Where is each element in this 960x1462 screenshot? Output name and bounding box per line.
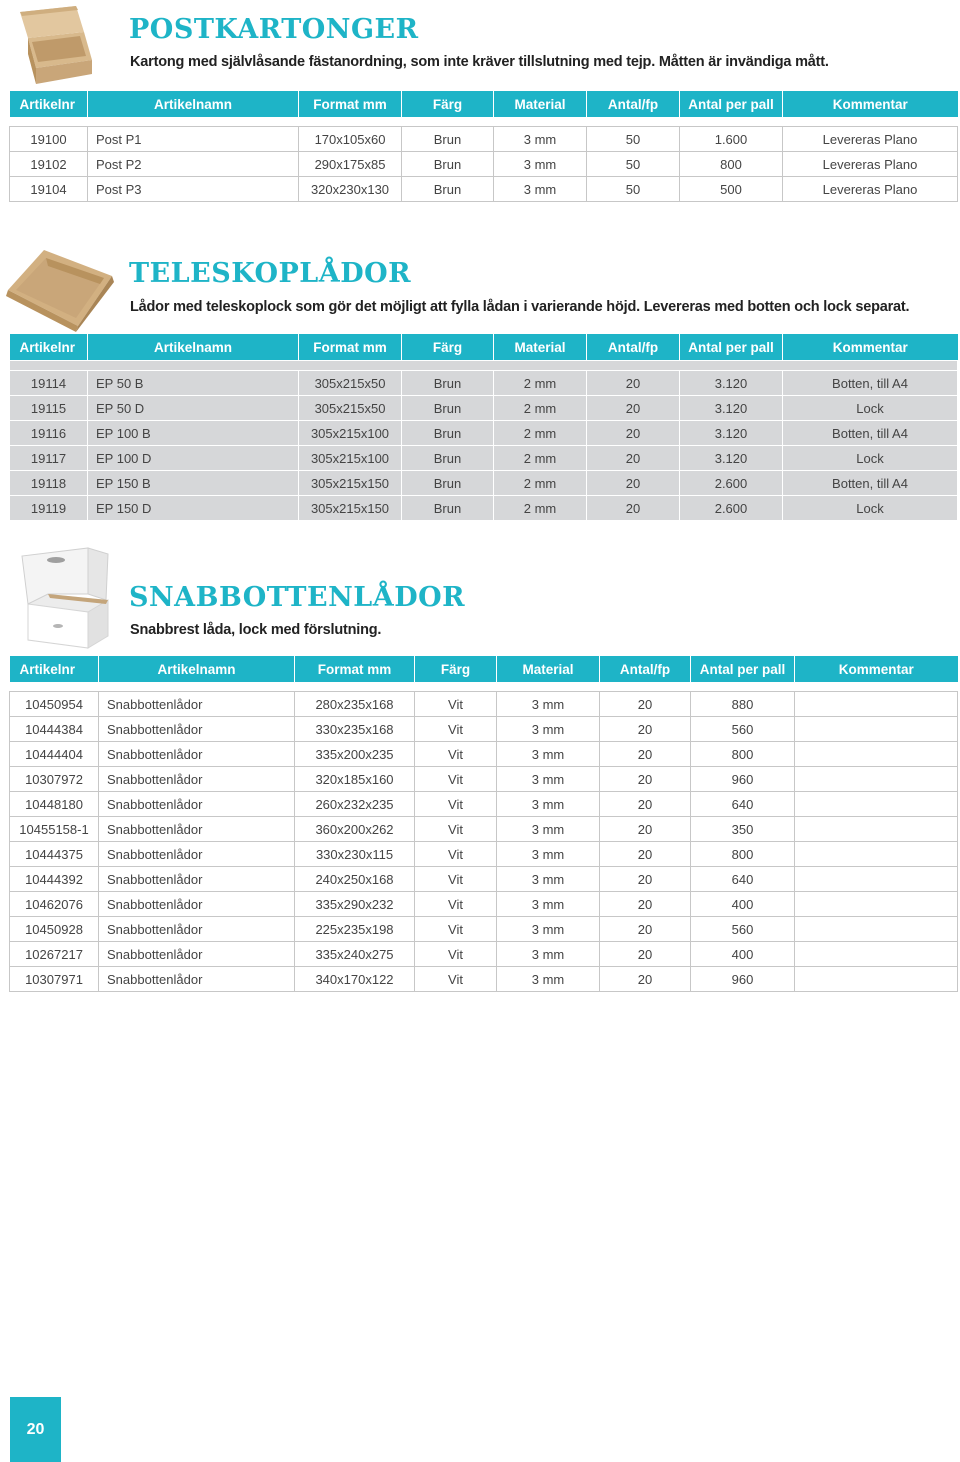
cell-antal-fp: 20 [587, 421, 680, 446]
cell-antal-fp: 20 [600, 742, 691, 767]
col-header-material: Material [494, 91, 587, 117]
cell-antal-per-pall: 400 [691, 942, 795, 967]
cell-antal-per-pall: 960 [691, 967, 795, 992]
table-row [10, 792, 958, 817]
cell-artikelnr: 19116 [10, 421, 88, 446]
table-row [10, 867, 958, 892]
cell-material: 3 mm [497, 967, 600, 992]
section-subtitle: Lådor med teleskoplock som gör det möjligt att fylla lådan i varierande höjd. Levereras med botten och lock separat. [130, 299, 910, 315]
cell-material: 3 mm [494, 177, 587, 202]
cell-artikelnamn: EP 150 B [88, 471, 299, 496]
cell-format: 290x175x85 [299, 152, 402, 177]
cell-material: 3 mm [497, 792, 600, 817]
cell-kommentar: Levereras Plano [783, 127, 958, 152]
cell-artikelnr: 10455158-1 [10, 817, 99, 842]
cell-kommentar: Levereras Plano [783, 152, 958, 177]
cell-material: 3 mm [497, 942, 600, 967]
cell-antal-fp: 50 [587, 152, 680, 177]
cell-format: 225x235x198 [295, 917, 415, 942]
cell-kommentar: Levereras Plano [783, 177, 958, 202]
cell-antal-fp: 20 [600, 917, 691, 942]
cell-artikelnamn: Snabbottenlådor [99, 742, 295, 767]
cell-farg: Brun [402, 127, 494, 152]
cell-format: 305x215x150 [299, 471, 402, 496]
cell-material: 2 mm [494, 446, 587, 471]
cell-artikelnamn: EP 50 B [88, 371, 299, 396]
cell-artikelnr: 10307972 [10, 767, 99, 792]
table-row [10, 371, 958, 396]
cell-artikelnr: 10450954 [10, 692, 99, 717]
cell-farg: Brun [402, 496, 494, 521]
cell-kommentar [795, 867, 958, 892]
table-row [10, 842, 958, 867]
cell-farg: Vit [415, 742, 497, 767]
cell-material: 3 mm [497, 767, 600, 792]
cell-antal-per-pall: 3.120 [680, 371, 783, 396]
cell-farg: Vit [415, 717, 497, 742]
cell-antal-per-pall: 880 [691, 692, 795, 717]
telescope-box-image [4, 246, 116, 334]
col-header-material: Material [497, 656, 600, 682]
cell-farg: Brun [402, 152, 494, 177]
cell-material: 3 mm [494, 127, 587, 152]
section-title: POSTKARTONGER [129, 14, 419, 45]
cell-antal-per-pall: 2.600 [680, 471, 783, 496]
col-header-farg: Färg [415, 656, 497, 682]
cell-antal-fp: 20 [600, 692, 691, 717]
white-box-image [18, 544, 114, 652]
cell-artikelnamn: EP 50 D [88, 396, 299, 421]
cell-antal-fp: 20 [587, 471, 680, 496]
cell-antal-fp: 20 [587, 371, 680, 396]
cell-artikelnamn: EP 100 B [88, 421, 299, 446]
col-header-antal-fp: Antal/fp [587, 91, 680, 117]
cell-artikelnr: 10444392 [10, 867, 99, 892]
cell-material: 3 mm [497, 917, 600, 942]
cell-antal-per-pall: 960 [691, 767, 795, 792]
table-row [10, 152, 958, 177]
cell-farg: Vit [415, 892, 497, 917]
cell-antal-fp: 20 [587, 496, 680, 521]
col-header-antal-per-pall: Antal per pall [680, 91, 783, 117]
cell-antal-fp: 20 [600, 767, 691, 792]
product-table [9, 91, 958, 202]
col-header-kommentar: Kommentar [783, 91, 958, 117]
cell-format: 305x215x150 [299, 496, 402, 521]
cell-antal-fp: 20 [600, 842, 691, 867]
cell-farg: Vit [415, 767, 497, 792]
col-header-artikelnr: Artikelnr [10, 334, 88, 361]
cell-format: 330x230x115 [295, 842, 415, 867]
cell-artikelnamn: Snabbottenlådor [99, 842, 295, 867]
cell-format: 260x232x235 [295, 792, 415, 817]
cell-material: 2 mm [494, 471, 587, 496]
cell-antal-fp: 20 [600, 892, 691, 917]
cell-antal-per-pall: 3.120 [680, 421, 783, 446]
product-table [9, 334, 958, 521]
cell-farg: Vit [415, 692, 497, 717]
cell-format: 340x170x122 [295, 967, 415, 992]
col-header-antal-fp: Antal/fp [600, 656, 691, 682]
cell-antal-per-pall: 800 [691, 842, 795, 867]
section-title: SNABBOTTENLÅDOR [129, 582, 466, 613]
table-row [10, 942, 958, 967]
table-row [10, 742, 958, 767]
cell-farg: Brun [402, 471, 494, 496]
cell-artikelnr: 10450928 [10, 917, 99, 942]
cell-kommentar [795, 842, 958, 867]
table-row [10, 717, 958, 742]
cell-artikelnamn: Snabbottenlådor [99, 767, 295, 792]
cell-artikelnamn: Snabbottenlådor [99, 967, 295, 992]
col-header-antal-per-pall: Antal per pall [691, 656, 795, 682]
cell-kommentar [795, 917, 958, 942]
cell-kommentar: Botten, till A4 [783, 421, 958, 446]
cell-format: 330x235x168 [295, 717, 415, 742]
cell-antal-per-pall: 350 [691, 817, 795, 842]
cell-kommentar: Lock [783, 396, 958, 421]
cell-antal-per-pall: 2.600 [680, 496, 783, 521]
cell-artikelnamn: Snabbottenlådor [99, 942, 295, 967]
cell-antal-per-pall: 800 [691, 742, 795, 767]
cell-antal-per-pall: 400 [691, 892, 795, 917]
cell-artikelnamn: Post P3 [88, 177, 299, 202]
cell-farg: Vit [415, 792, 497, 817]
cell-artikelnr: 19114 [10, 371, 88, 396]
cell-material: 3 mm [494, 152, 587, 177]
table-header-row [10, 334, 958, 361]
cell-material: 3 mm [497, 692, 600, 717]
cell-material: 3 mm [497, 842, 600, 867]
cell-kommentar: Botten, till A4 [783, 471, 958, 496]
cell-artikelnamn: EP 150 D [88, 496, 299, 521]
col-header-artikelnr: Artikelnr [10, 91, 88, 117]
cell-format: 360x200x262 [295, 817, 415, 842]
cell-antal-per-pall: 560 [691, 917, 795, 942]
cell-material: 2 mm [494, 371, 587, 396]
cell-kommentar [795, 892, 958, 917]
cell-farg: Brun [402, 371, 494, 396]
table-header-row [10, 656, 958, 682]
cell-artikelnr: 19100 [10, 127, 88, 152]
cell-antal-fp: 20 [600, 792, 691, 817]
cell-farg: Vit [415, 867, 497, 892]
cell-artikelnamn: Post P1 [88, 127, 299, 152]
cell-material: 3 mm [497, 817, 600, 842]
cell-antal-per-pall: 1.600 [680, 127, 783, 152]
table-row [10, 471, 958, 496]
cell-format: 280x235x168 [295, 692, 415, 717]
cell-kommentar [795, 817, 958, 842]
cell-artikelnamn: Snabbottenlådor [99, 817, 295, 842]
cell-format: 320x230x130 [299, 177, 402, 202]
cell-artikelnr: 19117 [10, 446, 88, 471]
table-row [10, 127, 958, 152]
cell-farg: Brun [402, 177, 494, 202]
cell-format: 305x215x100 [299, 421, 402, 446]
cell-artikelnamn: Post P2 [88, 152, 299, 177]
cell-farg: Vit [415, 842, 497, 867]
table-row [10, 692, 958, 717]
cell-antal-per-pall: 3.120 [680, 396, 783, 421]
cell-format: 335x290x232 [295, 892, 415, 917]
cell-artikelnamn: Snabbottenlådor [99, 717, 295, 742]
cell-artikelnamn: Snabbottenlådor [99, 917, 295, 942]
table-row [10, 917, 958, 942]
cell-artikelnr: 10307971 [10, 967, 99, 992]
cell-antal-per-pall: 640 [691, 867, 795, 892]
cell-artikelnamn: Snabbottenlådor [99, 692, 295, 717]
cell-farg: Brun [402, 421, 494, 446]
table-row [10, 446, 958, 471]
col-header-artikelnamn: Artikelnamn [99, 656, 295, 682]
cell-material: 3 mm [497, 717, 600, 742]
section-subtitle: Kartong med självlåsande fästanordning, som inte kräver tillslutning med tejp. Måtten är invändiga mått. [130, 54, 829, 70]
cell-antal-per-pall: 560 [691, 717, 795, 742]
cell-format: 305x215x100 [299, 446, 402, 471]
col-header-antal-fp: Antal/fp [587, 334, 680, 361]
col-header-kommentar: Kommentar [795, 656, 958, 682]
cell-format: 335x200x235 [295, 742, 415, 767]
mailer-box-image [6, 2, 96, 90]
cell-antal-fp: 20 [587, 396, 680, 421]
cell-kommentar: Botten, till A4 [783, 371, 958, 396]
cell-artikelnr: 10448180 [10, 792, 99, 817]
cell-kommentar [795, 767, 958, 792]
cell-antal-fp: 20 [600, 867, 691, 892]
cell-artikelnamn: EP 100 D [88, 446, 299, 471]
cell-artikelnr: 10444375 [10, 842, 99, 867]
product-table [9, 656, 958, 992]
cell-farg: Vit [415, 917, 497, 942]
cell-artikelnamn: Snabbottenlådor [99, 792, 295, 817]
cell-format: 240x250x168 [295, 867, 415, 892]
col-header-format: Format mm [299, 334, 402, 361]
cell-kommentar [795, 942, 958, 967]
cell-format: 305x215x50 [299, 396, 402, 421]
cell-antal-fp: 20 [600, 717, 691, 742]
cell-format: 320x185x160 [295, 767, 415, 792]
section-title: TELESKOPLÅDOR [129, 258, 412, 289]
cell-format: 305x215x50 [299, 371, 402, 396]
cell-farg: Vit [415, 967, 497, 992]
cell-kommentar [795, 742, 958, 767]
cell-material: 3 mm [497, 867, 600, 892]
cell-artikelnr: 10462076 [10, 892, 99, 917]
cell-artikelnr: 19104 [10, 177, 88, 202]
table-row [10, 396, 958, 421]
cell-antal-fp: 50 [587, 177, 680, 202]
col-header-artikelnamn: Artikelnamn [88, 334, 299, 361]
cell-farg: Vit [415, 817, 497, 842]
cell-antal-fp: 20 [600, 817, 691, 842]
table-header-row [10, 91, 958, 117]
col-header-antal-per-pall: Antal per pall [680, 334, 783, 361]
cell-material: 2 mm [494, 421, 587, 446]
cell-artikelnamn: Snabbottenlådor [99, 892, 295, 917]
cell-antal-fp: 20 [587, 446, 680, 471]
col-header-artikelnamn: Artikelnamn [88, 91, 299, 117]
cell-antal-fp: 20 [600, 942, 691, 967]
cell-material: 3 mm [497, 892, 600, 917]
table-row [10, 421, 958, 446]
cell-artikelnr: 19119 [10, 496, 88, 521]
col-header-farg: Färg [402, 334, 494, 361]
cell-farg: Vit [415, 942, 497, 967]
col-header-artikelnr: Artikelnr [10, 656, 99, 682]
cell-kommentar [795, 792, 958, 817]
cell-artikelnr: 19118 [10, 471, 88, 496]
table-row [10, 177, 958, 202]
cell-kommentar [795, 967, 958, 992]
cell-farg: Brun [402, 446, 494, 471]
cell-artikelnr: 19102 [10, 152, 88, 177]
cell-material: 2 mm [494, 496, 587, 521]
cell-antal-fp: 20 [600, 967, 691, 992]
cell-kommentar [795, 717, 958, 742]
col-header-format: Format mm [295, 656, 415, 682]
cell-artikelnr: 10444384 [10, 717, 99, 742]
col-header-material: Material [494, 334, 587, 361]
cell-kommentar: Lock [783, 446, 958, 471]
cell-antal-per-pall: 500 [680, 177, 783, 202]
cell-artikelnr: 10267217 [10, 942, 99, 967]
cell-artikelnr: 19115 [10, 396, 88, 421]
table-row [10, 767, 958, 792]
table-row [10, 892, 958, 917]
cell-artikelnr: 10444404 [10, 742, 99, 767]
cell-artikelnamn: Snabbottenlådor [99, 867, 295, 892]
cell-antal-fp: 50 [587, 127, 680, 152]
section-subtitle: Snabbrest låda, lock med förslutning. [130, 622, 382, 638]
cell-kommentar [795, 692, 958, 717]
cell-kommentar: Lock [783, 496, 958, 521]
table-row [10, 967, 958, 992]
cell-antal-per-pall: 640 [691, 792, 795, 817]
table-row [10, 496, 958, 521]
cell-format: 335x240x275 [295, 942, 415, 967]
col-header-farg: Färg [402, 91, 494, 117]
cell-format: 170x105x60 [299, 127, 402, 152]
cell-antal-per-pall: 3.120 [680, 446, 783, 471]
table-row [10, 817, 958, 842]
cell-farg: Brun [402, 396, 494, 421]
cell-antal-per-pall: 800 [680, 152, 783, 177]
cell-material: 2 mm [494, 396, 587, 421]
col-header-kommentar: Kommentar [783, 334, 958, 361]
cell-material: 3 mm [497, 742, 600, 767]
col-header-format: Format mm [299, 91, 402, 117]
page-number: 20 [10, 1397, 61, 1462]
